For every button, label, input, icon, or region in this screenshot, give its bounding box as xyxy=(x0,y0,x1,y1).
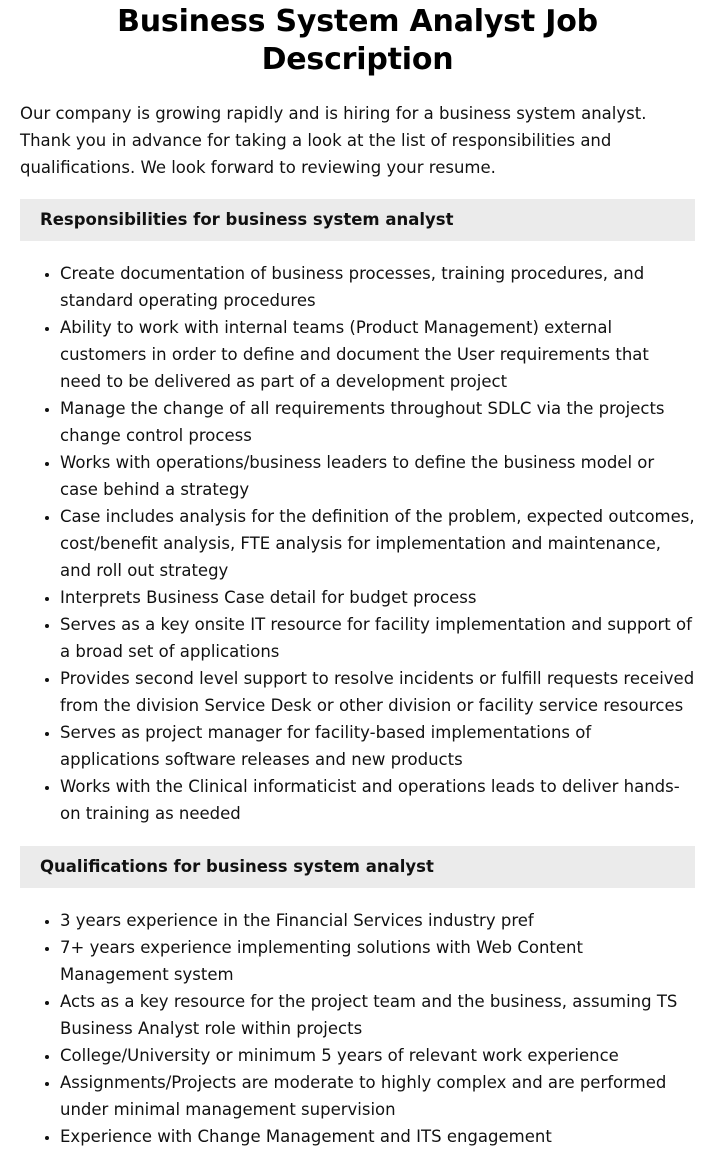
list-item: • Provides second level support to resolve incidents or fulfill requests received from the division Service Desk or other division or facility service resources xyxy=(60,665,695,719)
list-item: • Serves as project manager for facility-based implementations of applications software releases and new products xyxy=(60,719,695,773)
list-item: • Works with operations/business leaders to define the business model or case behind a strategy xyxy=(60,449,695,503)
list-item: • 3 years experience in the Financial Services industry pref xyxy=(60,907,695,934)
list-item: • Create documentation of business processes, training procedures, and standard operating procedures xyxy=(60,260,695,314)
qualifications-list xyxy=(20,888,695,1150)
list-item: • Serves as a key onsite IT resource for facility implementation and support of a broad set of applications xyxy=(60,611,695,665)
list-item: • 7+ years experience implementing solutions with Web Content Management system xyxy=(60,934,695,988)
job-description-page xyxy=(20,0,695,1150)
list-item: • Manage the change of all requirements throughout SDLC via the projects change control process xyxy=(60,395,695,449)
responsibilities-heading: Responsibilities for business system analyst xyxy=(20,199,695,241)
page-title: Business System Analyst Job Description xyxy=(117,4,598,77)
list-item: • Interprets Business Case detail for budget process xyxy=(60,584,695,611)
list-item: • Works with the Clinical informaticist and operations leads to deliver hands-on training as needed xyxy=(60,773,695,827)
list-item: • Assignments/Projects are moderate to highly complex and are performed under minimal management supervision xyxy=(60,1069,695,1123)
intro-paragraph: Our company is growing rapidly and is hiring for a business system analyst. Thank you in advance for taking a look at the list of responsibilities and qualifications. We look forward to reviewing your resume. xyxy=(20,104,647,177)
list-item: • Case includes analysis for the definition of the problem, expected outcomes, cost/benefit analysis, FTE analysis for implementation and maintenance, and roll out strategy xyxy=(60,503,695,584)
list-item: • Experience with Change Management and ITS engagement xyxy=(60,1123,695,1150)
responsibilities-list xyxy=(20,241,695,827)
list-item: • Ability to work with internal teams (Product Management) external customers in order to define and document the User requirements that need to be delivered as part of a development project xyxy=(60,314,695,395)
list-item: • College/University or minimum 5 years of relevant work experience xyxy=(60,1042,695,1069)
qualifications-heading: Qualifications for business system analyst xyxy=(20,846,695,888)
list-item: • Acts as a key resource for the project team and the business, assuming TS Business Analyst role within projects xyxy=(60,988,695,1042)
